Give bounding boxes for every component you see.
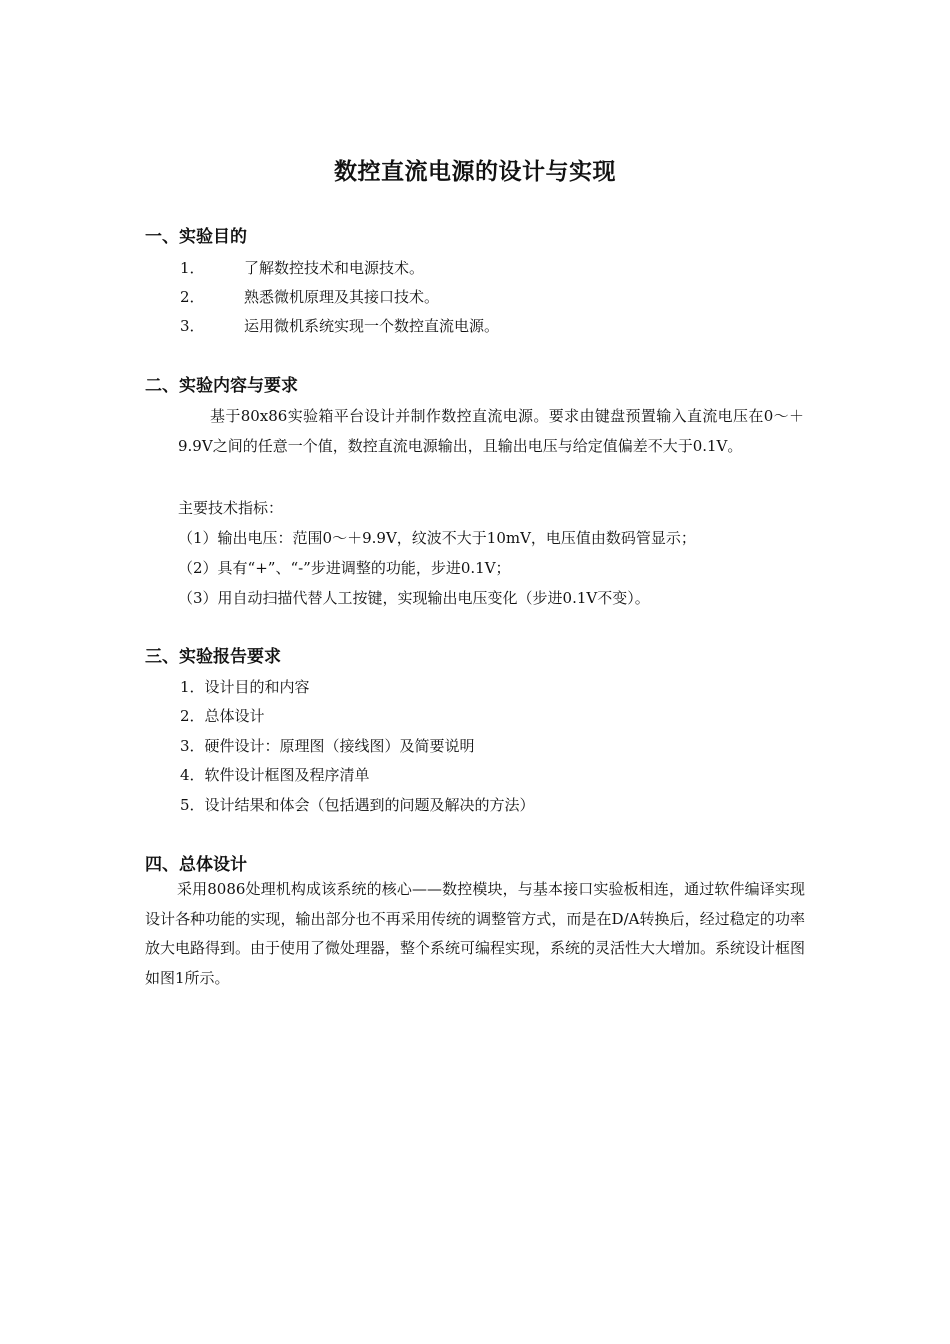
list-item: 1．设计目的和内容 [180, 678, 310, 696]
list-item: 2．总体设计 [180, 707, 265, 725]
list-item: 了解数控技术和电源技术。 [244, 259, 425, 277]
list-item: 5．设计结果和体会（包括遇到的问题及解决的方法） [180, 796, 535, 814]
list-item-number: 3． [180, 317, 205, 335]
spec-item: （1）输出电压：范围0～＋9.9V，纹波不大于10mV，电压值由数码管显示； [178, 529, 696, 547]
list-item: 熟悉微机原理及其接口技术。 [244, 288, 440, 306]
specs-heading: 主要技术指标： [178, 499, 284, 517]
spec-item: （3）用自动扫描代替人工按键，实现输出电压变化（步进0.1V不变）。 [178, 589, 650, 607]
spec-item: （2）具有“+”、“-”步进调整的功能，步进0.1V； [178, 559, 511, 577]
section-heading-purpose: 一、实验目的 [145, 227, 247, 247]
list-item: 4．软件设计框图及程序清单 [180, 766, 370, 784]
list-item-number: 2． [180, 288, 205, 306]
overall-design-paragraph: 采用8086处理机构成该系统的核心——数控模块，与基本接口实验板相连，通过软件编译实现设计各种功能的实现，输出部分也不再采用传统的调整管方式，而是在D/A转换后，经过稳定的功率放大电路得到。由于使用了微处理器，整个系统可编程实现，系统的灵活性大大增加。系统设计框图如图1所示。 [145, 880, 806, 987]
list-item: 运用微机系统实现一个数控直流电源。 [244, 317, 500, 335]
section-heading-content: 二、实验内容与要求 [145, 376, 298, 396]
content-paragraph: 基于80x86实验箱平台设计并制作数控直流电源。要求由键盘预置输入直流电压在0～＋9.9V之间的任意一个值，数控直流电源输出，且输出电压与给定值偏差不大于0.1V。 [178, 407, 804, 455]
section-heading-overall-design: 四、总体设计 [145, 855, 247, 875]
document-title: 数控直流电源的设计与实现 [334, 159, 616, 185]
list-item-number: 1． [180, 259, 205, 277]
section-heading-report: 三、实验报告要求 [145, 647, 281, 667]
list-item: 3．硬件设计：原理图（接线图）及简要说明 [180, 737, 475, 755]
